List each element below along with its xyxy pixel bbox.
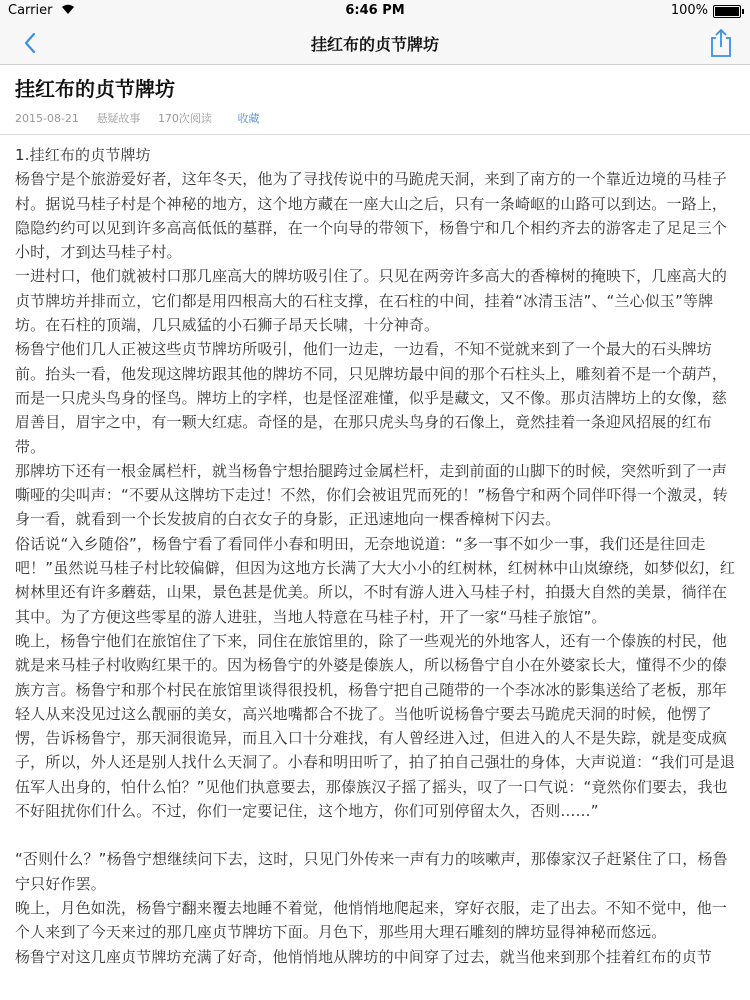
paragraph: 杨鲁宁对这几座贞节牌坊充满了好奇，他悄悄地从牌坊的中间穿了过去，就当他来到那个挂着红布的贞节 bbox=[15, 947, 712, 966]
category-label: 悬疑故事 bbox=[96, 112, 141, 125]
share-button[interactable] bbox=[706, 27, 736, 59]
navigation-bar bbox=[0, 22, 750, 65]
article-body bbox=[15, 143, 737, 969]
paragraph: 那牌坊下还有一根金属栏杆，就当杨鲁宁想抬腿跨过金属栏杆，走到前面的山脚下的时候，突然听到了一声嘶哑的尖叫声：“不要从这牌坊下走过！不然，你们会被诅咒而死的！”杨鲁宁和两个同伴吓得一个激灵，转身一看，就看到一个长发披肩的白衣女子的身影，正迅速地向一棵香樟树下闪去。 bbox=[15, 461, 728, 529]
article-header bbox=[15, 74, 735, 128]
paragraph: 俗话说“入乡随俗”，杨鲁宁看了看同伴小春和明田，无奈地说道：“多一事不如少一事，我们还是往回走吧！”虽然说马桂子村比较偏僻，但因为这地方长满了大大小小的红树林，红树林中山岚缭绕，如梦似幻，红树林里还有许多蘑菇，山果，景色甚是优美。所以，不时有游人进入马桂子村，拍摄大自然的美景，徜徉在其中。为了方便这些零星的游人进驻，当地人特意在马桂子村，开了一家“马桂子旅馆”。 bbox=[15, 534, 735, 626]
article-title: 挂红布的贞节牌坊 bbox=[15, 77, 175, 101]
favorite-link[interactable]: 收藏 bbox=[237, 112, 260, 125]
status-bar bbox=[0, 0, 750, 22]
paragraph: “否则什么？”杨鲁宁想继续问下去，这时，只见门外传来一声有力的咳嗽声，那傣家汉子赶紧住了口，杨鲁宁只好作罢。 bbox=[15, 850, 728, 893]
share-icon bbox=[706, 27, 736, 59]
paragraph: 一进村口，他们就被村口那几座高大的牌坊吸引住了。只见在两旁许多高大的香樟树的掩映下，几座高大的贞节牌坊并排而立，它们都是用四根高大的石柱支撑，在石柱的中间，挂着“冰清玉洁”、“兰心似玉”等牌坊。在石柱的顶端，几只威猛的小石狮子昂天长啸，十分神奇。 bbox=[15, 267, 728, 335]
article-meta bbox=[15, 110, 735, 128]
paragraph: 杨鲁宁是个旅游爱好者，这年冬天，他为了寻找传说中的马跪虎天洞，来到了南方的一个靠近边境的马桂子村。据说马桂子村是个神秘的地方，这个地方藏在一座大山之后，只有一条崎岖的山路可以到达。一路上，隐隐约约可以见到许多高高低低的墓群，在一个向导的带领下，杨鲁宁和几个相约齐去的游客走了足足三个小时，才到达马桂子村。 bbox=[15, 170, 728, 262]
paragraph: 晚上，杨鲁宁他们在旅馆住了下来，同住在旅馆里的，除了一些观光的外地客人，还有一个傣族的村民，他就是来马桂子村收购红果干的。因为杨鲁宁的外婆是傣族人，所以杨鲁宁自小在外婆家长大，懂得不少的傣族方言。杨鲁宁和那个村民在旅馆里谈得很投机，杨鲁宁把自己随带的一个李冰冰的影集送给了老板，那年轻人从来没见过这么靓丽的美女，高兴地嘴都合不拢了。当他听说杨鲁宁要去马跪虎天洞的时候，他愣了愣，告诉杨鲁宁，那天洞很诡异，而且入口十分难找，有人曾经进入过，但进入的人不是失踪，就是变成疯子，所以，外人还是别人找什么天洞了。小春和明田听了，拍了拍自己强壮的身体，大声说道：“我们可是退伍军人出身的，怕什么怕？”见他们执意要去，那傣族汉子摇了摇头，叹了一口气说：“竟然你们要去，我也不好阻扰你们什么。不过，你们一定要记住，这个地方，你们可别停留太久，否则……” bbox=[15, 631, 735, 821]
battery-icon bbox=[713, 5, 741, 18]
status-time: 6:46 PM bbox=[345, 3, 405, 18]
header-divider bbox=[0, 134, 750, 135]
nav-title: 挂红布的贞节牌坊 bbox=[310, 35, 439, 54]
publish-date: 2015-08-21 bbox=[15, 112, 79, 125]
paragraph: 晚上，月色如洗，杨鲁宁翻来覆去地睡不着觉，他悄悄地爬起来，穿好衣服，走了出去。不知不觉中，他一个人来到了今天来过的那几座贞节牌坊下面。月色下，那些用大理石雕刻的牌坊显得神秘而悠远。 bbox=[15, 898, 728, 942]
paragraph: 杨鲁宁他们几人正被这些贞节牌坊所吸引，他们一边走，一边看，不知不觉就来到了一个最大的石头牌坊前。抬头一看，他发现这牌坊跟其他的牌坊不同，只见牌坊最中间的那个石柱头上，雕刻着不是一个葫芦，而是一只虎头鸟身的怪鸟。牌坊上的字样，也是怪涩难懂，似乎是藏文，又不像。那贞洁牌坊上的女像，慈眉善目，眉宇之中，有一颗大红痣。奇怪的是，在那只虎头鸟身的石像上，竟然挂着一条迎风招展的红布带。 bbox=[15, 340, 728, 456]
read-count: 170次阅读 bbox=[157, 112, 212, 125]
chapter-heading: 1.挂红布的贞节牌坊 bbox=[15, 146, 151, 164]
battery-percent: 100% bbox=[670, 3, 708, 18]
carrier-label: Carrier bbox=[8, 3, 53, 18]
